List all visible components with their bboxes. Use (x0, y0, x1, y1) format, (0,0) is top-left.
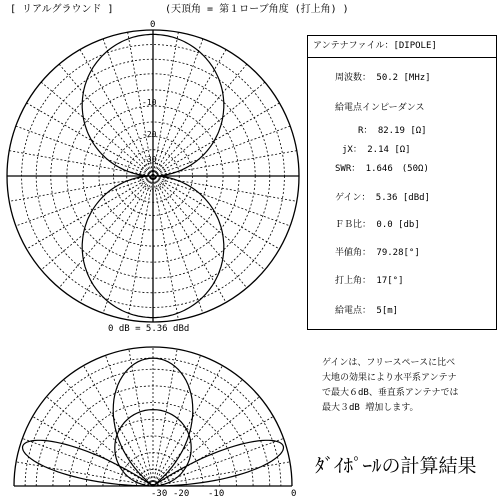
feed-point-height-value: 給電点： 5[m] (335, 306, 399, 316)
polar-zero-label: 0 (150, 20, 156, 30)
note-line: で最大６dB、垂直系アンテナでは (322, 388, 459, 398)
elevation-polar-plot (14, 347, 292, 486)
elev-tick-label: -20 (173, 489, 190, 499)
grid-spoke (64, 380, 153, 486)
resistance-value: R： 82.19 [Ω] (358, 126, 427, 136)
grid-spoke (153, 380, 242, 486)
note-line: 大地の効果により水平系アンテナ (322, 373, 457, 383)
elev-tick-label: -30 (151, 489, 168, 499)
azimuth-polar-plot (7, 30, 299, 322)
grid-spoke (22, 438, 153, 486)
swr-value: SWR： 1.646 (50Ω) (335, 164, 429, 174)
grid-spoke (153, 355, 201, 486)
note-line: 最大３dB 増加します。 (322, 403, 419, 413)
impedance-heading: 給電点インピーダンス (335, 103, 425, 113)
db-caption: 0 dB = 5.36 dBd (108, 324, 190, 334)
grid-spoke (47, 397, 153, 486)
half-power-angle-value: 半値角： 79.28[°] (335, 248, 420, 258)
gain-value: ゲイン： 5.36 [dBd] (335, 193, 430, 203)
mode-label: [ リアルグラウンド ] (10, 4, 114, 15)
fb-ratio-value: ＦＢ比： 0.0 [db] (335, 220, 420, 230)
grid-spoke (105, 355, 153, 486)
polar-ring-label: -20 (142, 130, 157, 139)
panel-divider (307, 57, 497, 58)
grid-spoke (153, 397, 259, 486)
elev-tick-label: -10 (208, 489, 225, 499)
note-line: ゲインは、フリースペースに比べ (322, 358, 456, 368)
result-title: ﾀﾞｲﾎﾟｰﾙの計算結果 (315, 455, 477, 477)
polar-ring-label: -10 (142, 98, 157, 107)
angle-title: (天頂角 = 第１ローブ角度 (打上角) ) (165, 4, 349, 15)
reactance-value: jX： 2.14 [Ω] (342, 145, 411, 155)
elev-tick-label: 0 (291, 489, 297, 499)
grid-spoke (153, 438, 284, 486)
antenna-file-label: アンテナファイル：[DIPOLE] (313, 41, 437, 51)
launch-angle-value: 打上角： 17[°] (335, 276, 404, 286)
frequency-value: 周波数： 50.2 [MHz] (335, 73, 431, 83)
polar-ring-label: -30 (142, 155, 157, 164)
